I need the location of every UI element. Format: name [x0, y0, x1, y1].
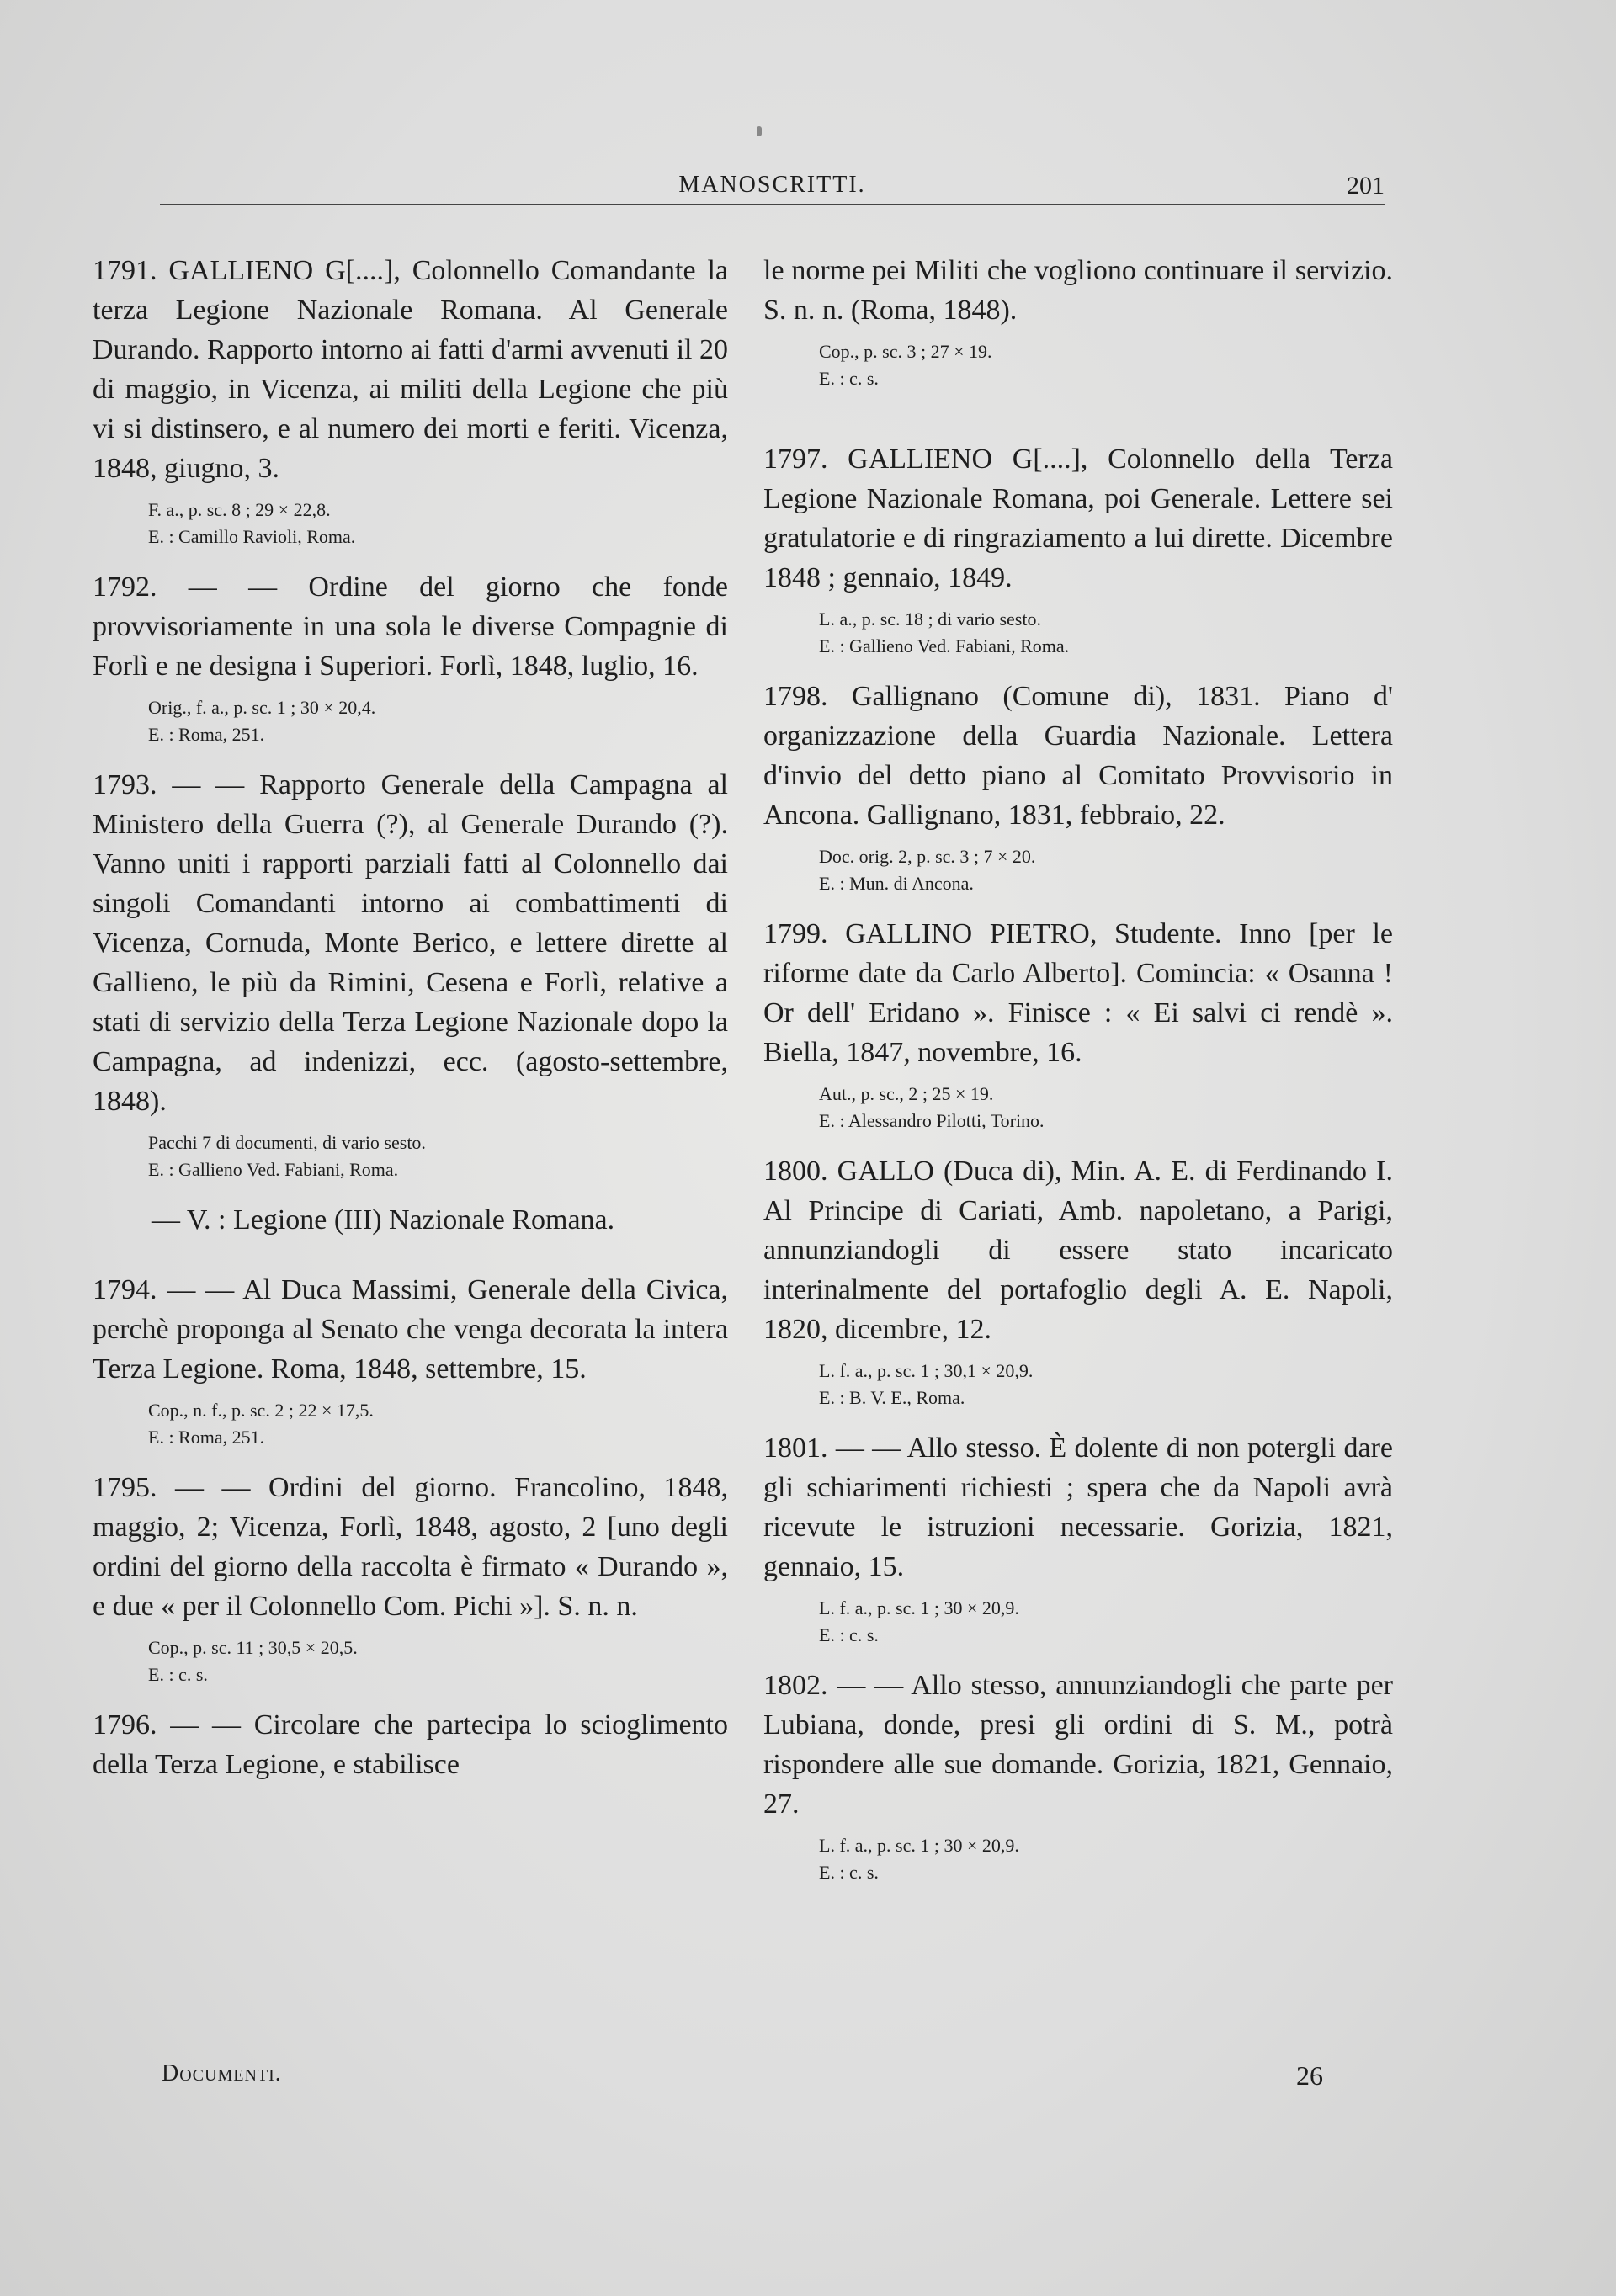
- ink-speck: [757, 126, 762, 136]
- signature-text: Documenti.: [162, 2060, 282, 2086]
- entry-description: Cop., p. sc. 3 ; 27 × 19.: [819, 341, 992, 362]
- entry-text: 1796. — — Circolare che partecipa lo scioglimento della Terza Legione, e stabilisce: [93, 1709, 728, 1780]
- entry-owner: E. : Alessandro Pilotti, Torino.: [819, 1110, 1045, 1131]
- entry-text: le norme pei Militi che vogliono continuare il servizio. S. n. n. (Roma, 1848).: [763, 255, 1393, 326]
- entry-text: 1802. — — Allo stesso, annunziandogli che parte per Lubiana, donde, presi gli ordini di S. M., potrà rispondere alle sue domande. Gorizia, 1821, Gennaio, 27.: [763, 1670, 1393, 1820]
- entry-description: Aut., p. sc., 2 ; 25 × 19.: [819, 1083, 994, 1104]
- entry-owner: E. : c. s.: [819, 1862, 879, 1883]
- catalog-entry-1791: [93, 251, 728, 550]
- page-number: 201: [1347, 172, 1385, 199]
- entry-description: Cop., p. sc. 11 ; 30,5 × 20,5.: [148, 1637, 358, 1658]
- entry-text: 1799. GALLINO PIETRO, Studente. Inno [per le riforme date da Carlo Alberto]. Comincia: « Osanna ! Or dell' Eridano ». Finisce : « Ei salvi ci rendè ». Biella, 1847, novembre, 16.: [763, 918, 1393, 1068]
- entry-text: 1792. — — Ordine del giorno che fonde provvisoriamente in una sola le diverse Compagnie di Forlì e ne designa i Superiori. Forlì, 1848, luglio, 16.: [93, 571, 728, 682]
- signature-mark: [162, 2060, 282, 2087]
- running-title: MANOSCRITTI.: [678, 172, 866, 198]
- cross-reference: — V. : Legione (III) Nazionale Romana.: [152, 1204, 615, 1236]
- left-column: [93, 251, 728, 1801]
- entry-text: 1801. — — Allo stesso. È dolente di non potergli dare gli schiarimenti richiesti ; spera che da Napoli avrà ricevute le istruzioni necessarie. Gorizia, 1821, gennaio, 15.: [763, 1432, 1393, 1582]
- entry-owner: E. : Gallieno Ved. Fabiani, Roma.: [148, 1159, 399, 1180]
- entry-owner: E. : Gallieno Ved. Fabiani, Roma.: [819, 635, 1070, 656]
- entry-owner: E. : c. s.: [148, 1664, 208, 1685]
- catalog-entry-1797: [763, 439, 1393, 660]
- catalog-entry-1794: [93, 1270, 728, 1451]
- entry-description: Orig., f. a., p. sc. 1 ; 30 × 20,4.: [148, 697, 376, 718]
- entry-text: 1800. GALLO (Duca di), Min. A. E. di Ferdinando I. Al Principe di Cariati, Amb. napoletano, a Parigi, annunziandogli di essere stato incaricato interinalmente del portafoglio degli A. E. Napoli, 1820, dicembre, 12.: [763, 1156, 1393, 1345]
- entry-text: 1794. — — Al Duca Massimi, Generale della Civica, perchè proponga al Senato che venga decorata la intera Terza Legione. Roma, 1848, settembre, 15.: [93, 1274, 728, 1385]
- entry-description: Doc. orig. 2, p. sc. 3 ; 7 × 20.: [819, 846, 1036, 867]
- entry-owner: E. : c. s.: [819, 1624, 879, 1645]
- catalog-entry-1792: [93, 567, 728, 748]
- entry-text: 1798. Gallignano (Comune di), 1831. Piano d' organizzazione della Guardia Nazionale. Lettera d'invio del detto piano al Comitato Provvisorio in Ancona. Gallignano, 1831, febbraio, 22.: [763, 681, 1393, 831]
- entry-owner: E. : c. s.: [819, 368, 879, 389]
- catalog-entry-1795: [93, 1468, 728, 1688]
- catalog-entry-1801: [763, 1428, 1393, 1649]
- catalog-entry-1802: [763, 1666, 1393, 1886]
- entry-text: 1795. — — Ordini del giorno. Francolino, 1848, maggio, 2; Vicenza, Forlì, 1848, agosto, 2 [uno degli ordini del giorno della raccolta è firmato « Durando », e due « per il Colonnello Com. Pichi »]. S. n. n.: [93, 1472, 728, 1622]
- entry-text: 1797. GALLIENO G[....], Colonnello della Terza Legione Nazionale Romana, poi Generale. Lettere sei gratulatorie e di ringraziamento a lui dirette. Dicembre 1848 ; gennaio, 1849.: [763, 444, 1393, 593]
- sheet-number: 26: [1296, 2060, 1323, 2091]
- entry-description: Pacchi 7 di documenti, di vario sesto.: [148, 1132, 426, 1153]
- entry-owner: E. : B. V. E., Roma.: [819, 1387, 965, 1408]
- entry-description: L. f. a., p. sc. 1 ; 30,1 × 20,9.: [819, 1360, 1034, 1381]
- entry-description: L. f. a., p. sc. 1 ; 30 × 20,9.: [819, 1835, 1019, 1856]
- entry-owner: E. : Roma, 251.: [148, 724, 265, 745]
- entry-description: L. f. a., p. sc. 1 ; 30 × 20,9.: [819, 1597, 1019, 1618]
- entry-description: Cop., n. f., p. sc. 2 ; 22 × 17,5.: [148, 1400, 374, 1421]
- entry-owner: E. : Camillo Ravioli, Roma.: [148, 526, 356, 547]
- catalog-entry-1799: [763, 914, 1393, 1135]
- entry-description: L. a., p. sc. 18 ; di vario sesto.: [819, 609, 1041, 630]
- catalog-entry-1796-continued: [763, 251, 1393, 392]
- entry-owner: E. : Mun. di Ancona.: [819, 873, 974, 894]
- entry-description: F. a., p. sc. 8 ; 29 × 22,8.: [148, 499, 331, 520]
- right-column: [763, 251, 1393, 1903]
- entry-text: 1791. GALLIENO G[....], Colonnello Comandante la terza Legione Nazionale Romana. Al Generale Durando. Rapporto intorno ai fatti d'armi avvenuti il 20 di maggio, in Vicenza, ai militi della Legione che più vi si distinsero, e al numero dei morti e feriti. Vicenza, 1848, giugno, 3.: [93, 255, 728, 484]
- catalog-entry-1800: [763, 1151, 1393, 1411]
- entry-owner: E. : Roma, 251.: [148, 1427, 265, 1448]
- running-header: [160, 165, 1385, 205]
- catalog-entry-1796: [93, 1705, 728, 1784]
- catalog-entry-1793: [93, 765, 728, 1183]
- catalog-entry-1798: [763, 677, 1393, 897]
- entry-text: 1793. — — Rapporto Generale della Campagna al Ministero della Guerra (?), al Generale Durando (?). Vanno uniti i rapporti parziali fatti al Colonnello dai singoli Comandanti intorno ai combattimenti di Vicenza, Cornuda, Monte Berico, e lettere dirette al Gallieno, le più da Rimini, Cesena e Forlì, relative a stati di servizio della Terza Legione Nazionale dopo la Campagna, ad indenizzi, ecc. (agosto-settembre, 1848).: [93, 769, 728, 1117]
